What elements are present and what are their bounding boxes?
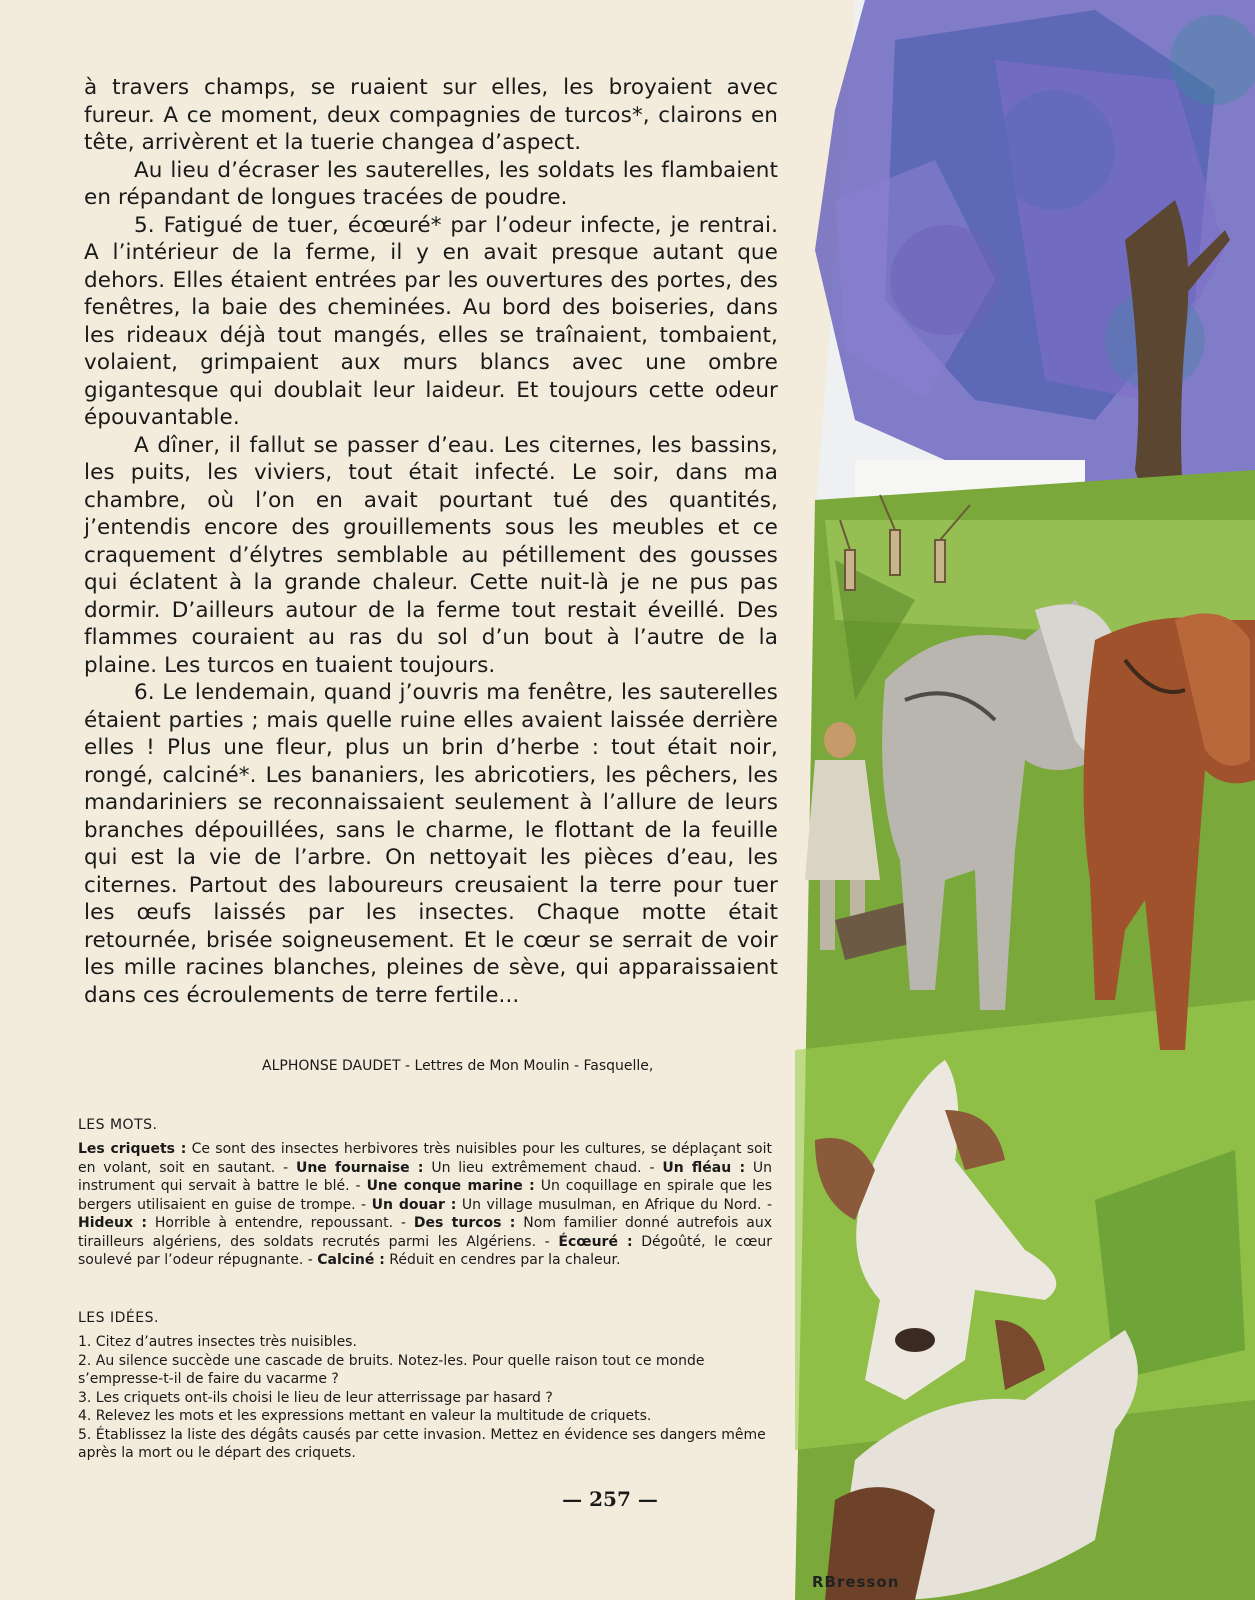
term-calcine: Calciné : [317,1252,385,1268]
def-calcine: Réduit en cendres par la chaleur. [384,1252,621,1268]
def-hideux: Horrible à entendre, repoussant. - [146,1215,414,1231]
question-4: 4. Relevez les mots et les expressions mettant en valeur la multitude de criquets. [78,1408,652,1424]
term-turcos: Des turcos : [413,1215,516,1231]
question-5: 5. Établissez la liste des dégâts causés par cette invasion. Mettez en évidence ses dangers même après la mort ou le départ des criquets. [78,1426,766,1461]
vocabulary-glossary [78,1140,772,1270]
questions-list [78,1333,772,1463]
paragraph-5: 6. Le lendemain, quand j’ouvris ma fenêtre, les sauterelles étaient parties ; mais quelle ruine elles avaient laissée derrière elles ! Plus une fleur, plus un brin d’herbe : tout était noir, rongé, calciné*. Les bananiers, les abricotiers, les pêchers, les mandariniers se reconnaissaient seulement à l’allure de leurs branches dépouillées, sans le charme, le flottant de la feuille qui est la vie de l’arbre. On nettoyait les pièces d’eau, les citernes. Partout des laboureurs creusaient la terre pour tuer les œufs laissés par les insectes. Chaque motte était retournée, brisée soigneusement. Et le cœur se serrait de voir les mille racines blanches, pleines de sève, qui apparaissaient dans ces écroulements de terre fertile... [84,680,778,1008]
term-conque: Une conque marine : [366,1178,535,1194]
question-1: 1. Citez d’autres insectes très nuisibles. [78,1334,357,1350]
term-fournaise: Une fournaise : [295,1159,424,1176]
author-attribution: ALPHONSE DAUDET - Lettres de Mon Moulin - Fasquelle, [262,1058,654,1074]
paragraph-3: 5. Fatigué de tuer, écœuré* par l’odeur infecte, je rentrai. A l’intérieur de la ferme, il y en avait presque autant que dehors. Elles étaient entrées par les ouvertures des portes, des fenêtres, la baie des cheminées. Au bord des boiseries, dans les rideaux déjà tout mangés, elles se traînaient, tombaient, volaient, grimpaient aux murs blancs avec une ombre gigantesque qui doublait leur laideur. Et toujours cette odeur épouvantable. [84,212,778,430]
mots-title: LES MOTS. [78,1117,158,1133]
term-douar: Un douar : [371,1196,457,1213]
def-fournaise: Un lieu extrêmement chaud. - [423,1159,663,1176]
term-hideux: Hideux : [78,1215,147,1231]
illustration-plowing-scene [795,0,1255,1600]
def-criquets: Ce sont des insectes herbivores très nuisibles pour les cultures, se déplaçant soit en volant, soit en sautant. - [78,1141,772,1176]
def-douar: Un village musulman, en Afrique du Nord. - [456,1196,772,1213]
paragraph-2: Au lieu d’écraser les sauterelles, les soldats les flambaient en répandant de longues tracées de poudre. [84,157,778,210]
idees-title: LES IDÉES. [78,1310,159,1326]
def-ecoeure: Dégoûté, le cœur soulevé par l’odeur répugnante. - [78,1233,772,1268]
paragraph-4: A dîner, il fallut se passer d’eau. Les citernes, les bassins, les puits, les viviers, tout était infecté. Le soir, dans ma chambre, où l’on en avait pourtant tué des quantités, j’entendis encore des grouillements sous les meubles et ce craquement d’élytres semblable au pétillement des gousses qui éclatent à la grande chaleur. Cette nuit-là je ne pus pas dormir. D’ailleurs autour de la ferme tout restait éveillé. Des flammes couraient au ras du sol d’un bout à l’autre de la plaine. Les turcos en tuaient toujours. [84,432,778,678]
paragraph-1: à travers champs, se ruaient sur elles, les broyaient avec fureur. A ce moment, deux compagnies de turcos*, clairons en tête, arrivèrent et la tuerie changea d’aspect. [84,75,778,155]
term-fleau: Un fléau : [662,1159,746,1176]
question-3: 3. Les criquets ont-ils choisi le lieu de leur atterrissage par hasard ? [78,1389,553,1406]
term-ecoeure: Écœuré : [558,1233,633,1250]
term-criquets: Les criquets : [78,1141,187,1157]
def-fleau: Un instrument qui servait à battre le blé. - [78,1159,772,1194]
question-2: 2. Au silence succède une cascade de bruits. Notez-les. Pour quelle raison tout ce monde s’empresse-t-il de faire du vacarme ? [78,1352,705,1387]
def-conque: Un coquillage en spirale que les bergers utilisaient en guise de trompe. - [78,1178,772,1213]
def-turcos: Nom familier donné autrefois aux tirailleurs algériens, des soldats recrutés parmi les Algériens. - [78,1215,773,1250]
page-number: — 257 — [562,1487,658,1511]
story-text [84,74,778,1009]
artist-signature: RBresson [812,1573,900,1591]
